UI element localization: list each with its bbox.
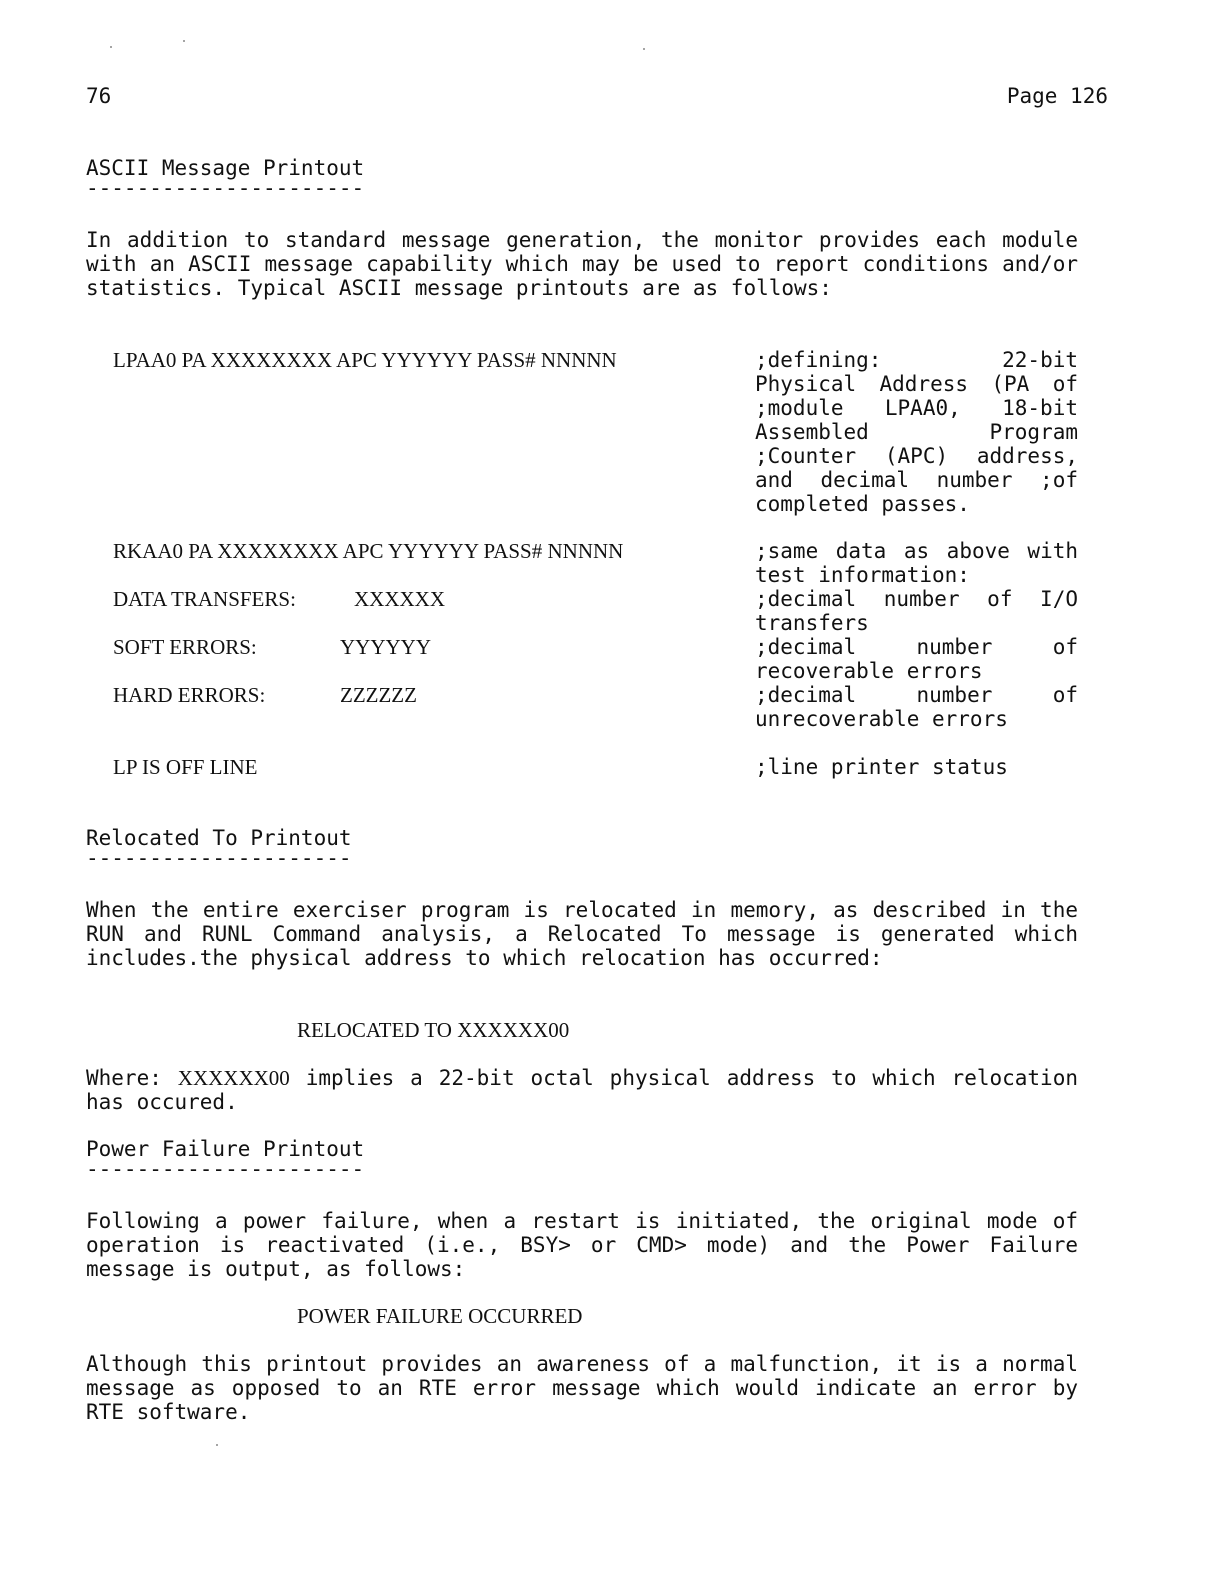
ascii-comment-rkaa0: ;same data as above with test information: [755, 539, 1078, 587]
data-transfers-comment: ;decimal number of I/O transfers [755, 587, 1078, 635]
relocated-where-line [86, 1066, 1078, 1114]
page-label: Page 126 [1006, 84, 1108, 108]
relocated-intro-text: When the entire exerciser program is relocated in memory, as described in the RUN and RUNL Command analysis, a Relocated To message is generated which includes.the physical address to which relocation has occurred: [86, 898, 1078, 970]
data-transfers-label: DATA TRANSFERS: [113, 587, 296, 611]
section-underline-relocated: --------------------- [86, 846, 352, 870]
ascii-intro-paragraph [86, 228, 1078, 300]
ascii-comment-lpaa0: ;defining: 22-bit Physical Address (PA of ;module LPAA0, 18-bit Assembled Program ;Counter (APC) address, and decimal number ;of completed passes. [755, 348, 1078, 516]
section-title-power: Power Failure Printout [86, 1137, 365, 1161]
hard-errors-value: ZZZZZZ [340, 683, 417, 707]
where-label: Where: [86, 1066, 162, 1090]
scan-speck [216, 1444, 218, 1446]
where-value: XXXXXX00 [177, 1066, 290, 1090]
power-closing-paragraph [86, 1352, 1078, 1424]
scan-speck [643, 48, 645, 50]
scan-speck [110, 46, 112, 48]
power-intro-paragraph [86, 1209, 1078, 1281]
hard-errors-label: HARD ERRORS: [113, 683, 266, 707]
lp-offline-example: LP IS OFF LINE [113, 755, 258, 779]
section-underline-power: ---------------------- [86, 1157, 365, 1181]
soft-errors-comment: ;decimal number of recoverable errors [755, 635, 1078, 683]
section-title-relocated: Relocated To Printout [86, 826, 352, 850]
power-failure-message: POWER FAILURE OCCURRED [297, 1304, 583, 1328]
relocated-intro-paragraph [86, 898, 1078, 970]
section-underline-ascii: ---------------------- [86, 176, 365, 200]
soft-errors-value: YYYYYY [340, 635, 431, 659]
hard-errors-comment: ;decimal number of unrecoverable errors [755, 683, 1078, 731]
ascii-example-rkaa0: RKAA0 PA XXXXXXXX APC YYYYYY PASS# NNNNN [113, 539, 624, 563]
where-text: implies a 22-bit octal physical address to which relocation has occured. [86, 1066, 1078, 1114]
ascii-intro-text: In addition to standard message generation, the monitor provides each module with an ASCII message capability which may be used to report conditions and/or statistics. Typical ASCII message printouts are as follows: [86, 228, 1078, 300]
section-title-ascii: ASCII Message Printout [86, 156, 365, 180]
relocated-message: RELOCATED TO XXXXXX00 [297, 1018, 570, 1042]
soft-errors-label: SOFT ERRORS: [113, 635, 257, 659]
ascii-example-lpaa0: LPAA0 PA XXXXXXXX APC YYYYYY PASS# NNNNN [113, 348, 617, 372]
lp-offline-comment: ;line printer status [755, 755, 1008, 779]
power-intro-text: Following a power failure, when a restart is initiated, the original mode of operation is reactivated (i.e., BSY> or CMD> mode) and the Power Failure message is output, as follows: [86, 1209, 1078, 1281]
page-number: 76 [86, 84, 112, 108]
relocated-where-paragraph [86, 1066, 1078, 1114]
data-transfers-value: XXXXXX [354, 587, 445, 611]
scan-speck [183, 40, 185, 42]
power-closing-text: Although this printout provides an awareness of a malfunction, it is a normal message as opposed to an RTE error message which would indicate an error by RTE software. [86, 1352, 1078, 1424]
